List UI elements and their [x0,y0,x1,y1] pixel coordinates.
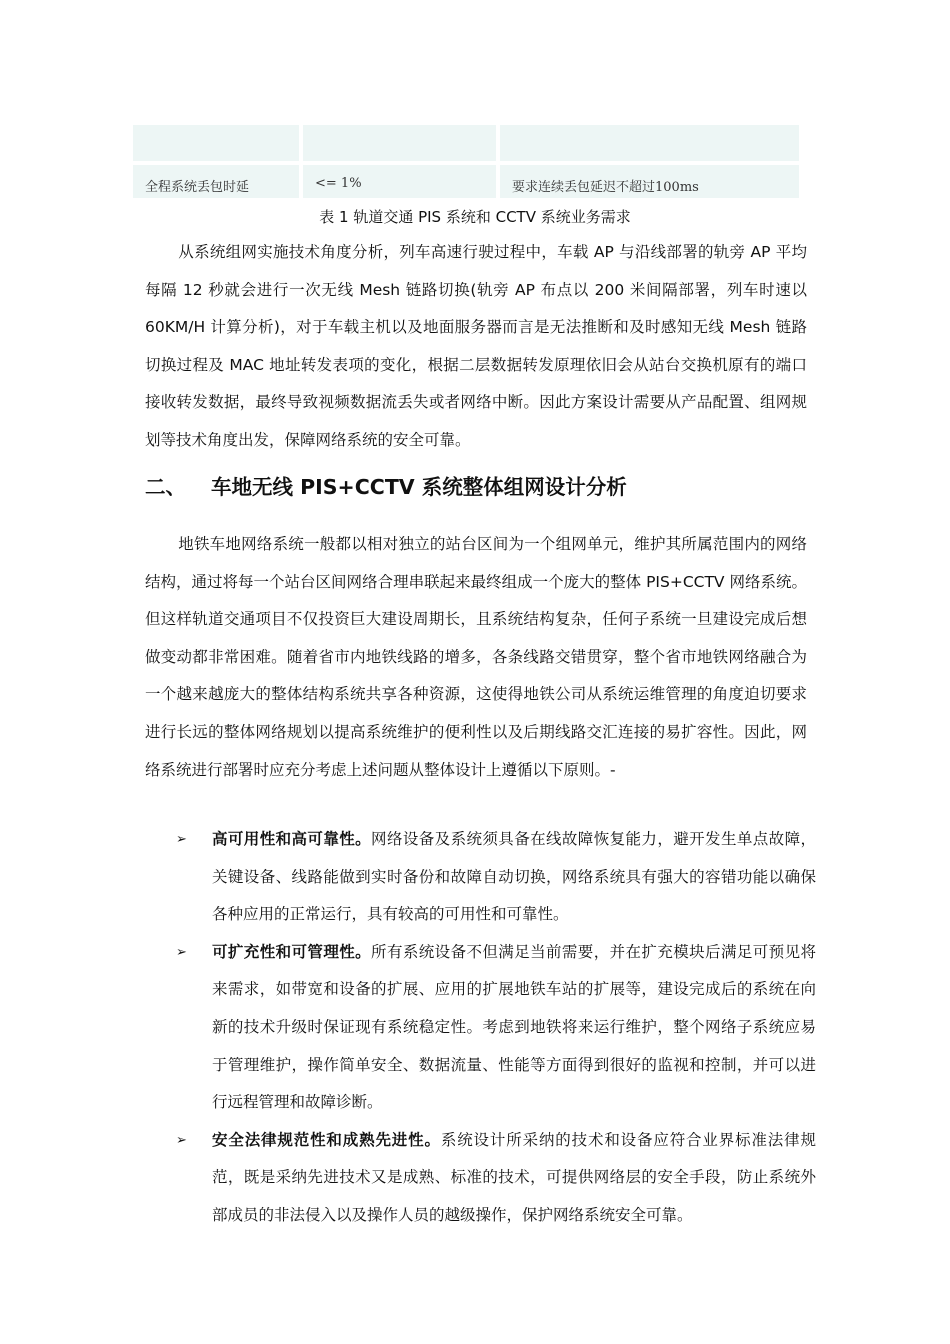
table-cell: 全程系统丢包时延 [133,165,303,202]
section-heading [145,470,627,500]
paragraph-analysis [145,234,807,460]
bullet-text: 网络设备及系统须具备在线故障恢复能力，避开发生单点故障，关键设备、线路能做到实时备份和故障自动切换，网络系统具有强大的容错功能以确保各种应用的正常运行，具有较高的可用性和可靠性。 [212,830,816,924]
list-item [176,934,816,1122]
table-row [133,165,799,202]
heading-title: 车地无线 PIS+CCTV 系统整体组网设计分析 [211,475,627,499]
bullet-lead: 高可用性和高可靠性。 [212,830,372,848]
table-row [133,125,799,165]
bullet-text: 所有系统设备不但满足当前需要，并在扩充模块后满足可预见将来需求，如带宽和设备的扩展、应用的扩展地铁车站的扩展等，建设完成后的系统在向新的技术升级时保证现有系统稳定性。考虑到地铁将来运行维护，整个网络子系统应易于管理维护，操作简单安全、数据流量、性能等方面得到很好的监视和控制，并可以进行远程管理和故障诊断。 [212,942,816,1112]
bullet-lead: 可扩充性和可管理性。 [212,942,372,961]
table-cell: 要求连续丢包延迟不超过100ms [500,165,799,202]
paragraph-text: 从系统组网实施技术角度分析，列车高速行驶过程中，车载 AP 与沿线部署的轨旁 AP 平均每隔 12 秒就会进行一次无线 Mesh 链路切换(轨旁 AP 布点以 200 米间隔部署，列车时速以 60KM/H 计算分析)，对于车载主机以及地面服务器而言是无法推断和及时感知无线 Mesh 链路切换过程及 MAC 地址转发表项的变化，根据二层数据转发原理依旧会从站台交换机原有的端口接收转发数据，最终导致视频数据流丢失或者网络中断。因此方案设计需要从产品配置、组网规划等技术角度出发，保障网络系统的安全可靠。 [145,243,807,449]
table-cell: <= 1% [303,165,500,202]
principles-list [176,821,816,1235]
table-cell [133,125,303,165]
arrow-bullet-icon: ➢ [176,832,187,847]
table-cell [500,125,799,165]
paragraph-network [145,526,807,789]
list-item [176,1122,816,1235]
list-item [176,821,816,934]
heading-number: 二、 [145,475,186,499]
bullet-text: 系统设计所采纳的技术和设备应符合业界标准法律规范，既是采纳先进技术又是成熟、标准的技术，可提供网络层的安全手段，防止系统外部成员的非法侵入以及操作人员的越级操作，保护网络系统安全可靠。 [212,1130,816,1224]
bullet-lead: 安全法律规范性和成熟先进性。 [212,1130,441,1149]
table-caption: 表 1 轨道交通 PIS 系统和 CCTV 系统业务需求 [319,208,631,226]
arrow-bullet-icon: ➢ [176,944,187,960]
arrow-bullet-icon: ➢ [176,1132,187,1148]
requirements-table [133,125,799,202]
paragraph-text: 地铁车地网络系统一般都以相对独立的站台区间为一个组网单元，维护其所属范围内的网络结构，通过将每一个站台区间网络合理串联起来最终组成一个庞大的整体 PIS+CCTV 网络系统。但这样轨道交通项目不仅投资巨大建设周期长，且系统结构复杂，任何子系统一旦建设完成后想做变动都非常困难。随着省市内地铁线路的增多，各条线路交错贯穿，整个省市地铁网络融合为一个越来越庞大的整体结构系统共享各种资源，这使得地铁公司从系统运维管理的角度迫切要求进行长远的整体网络规划以提高系统维护的便利性以及后期线路交汇连接的易扩容性。因此，网络系统进行部署时应充分考虑上述问题从整体设计上遵循以下原则。- [145,535,807,779]
table-cell [303,125,500,165]
